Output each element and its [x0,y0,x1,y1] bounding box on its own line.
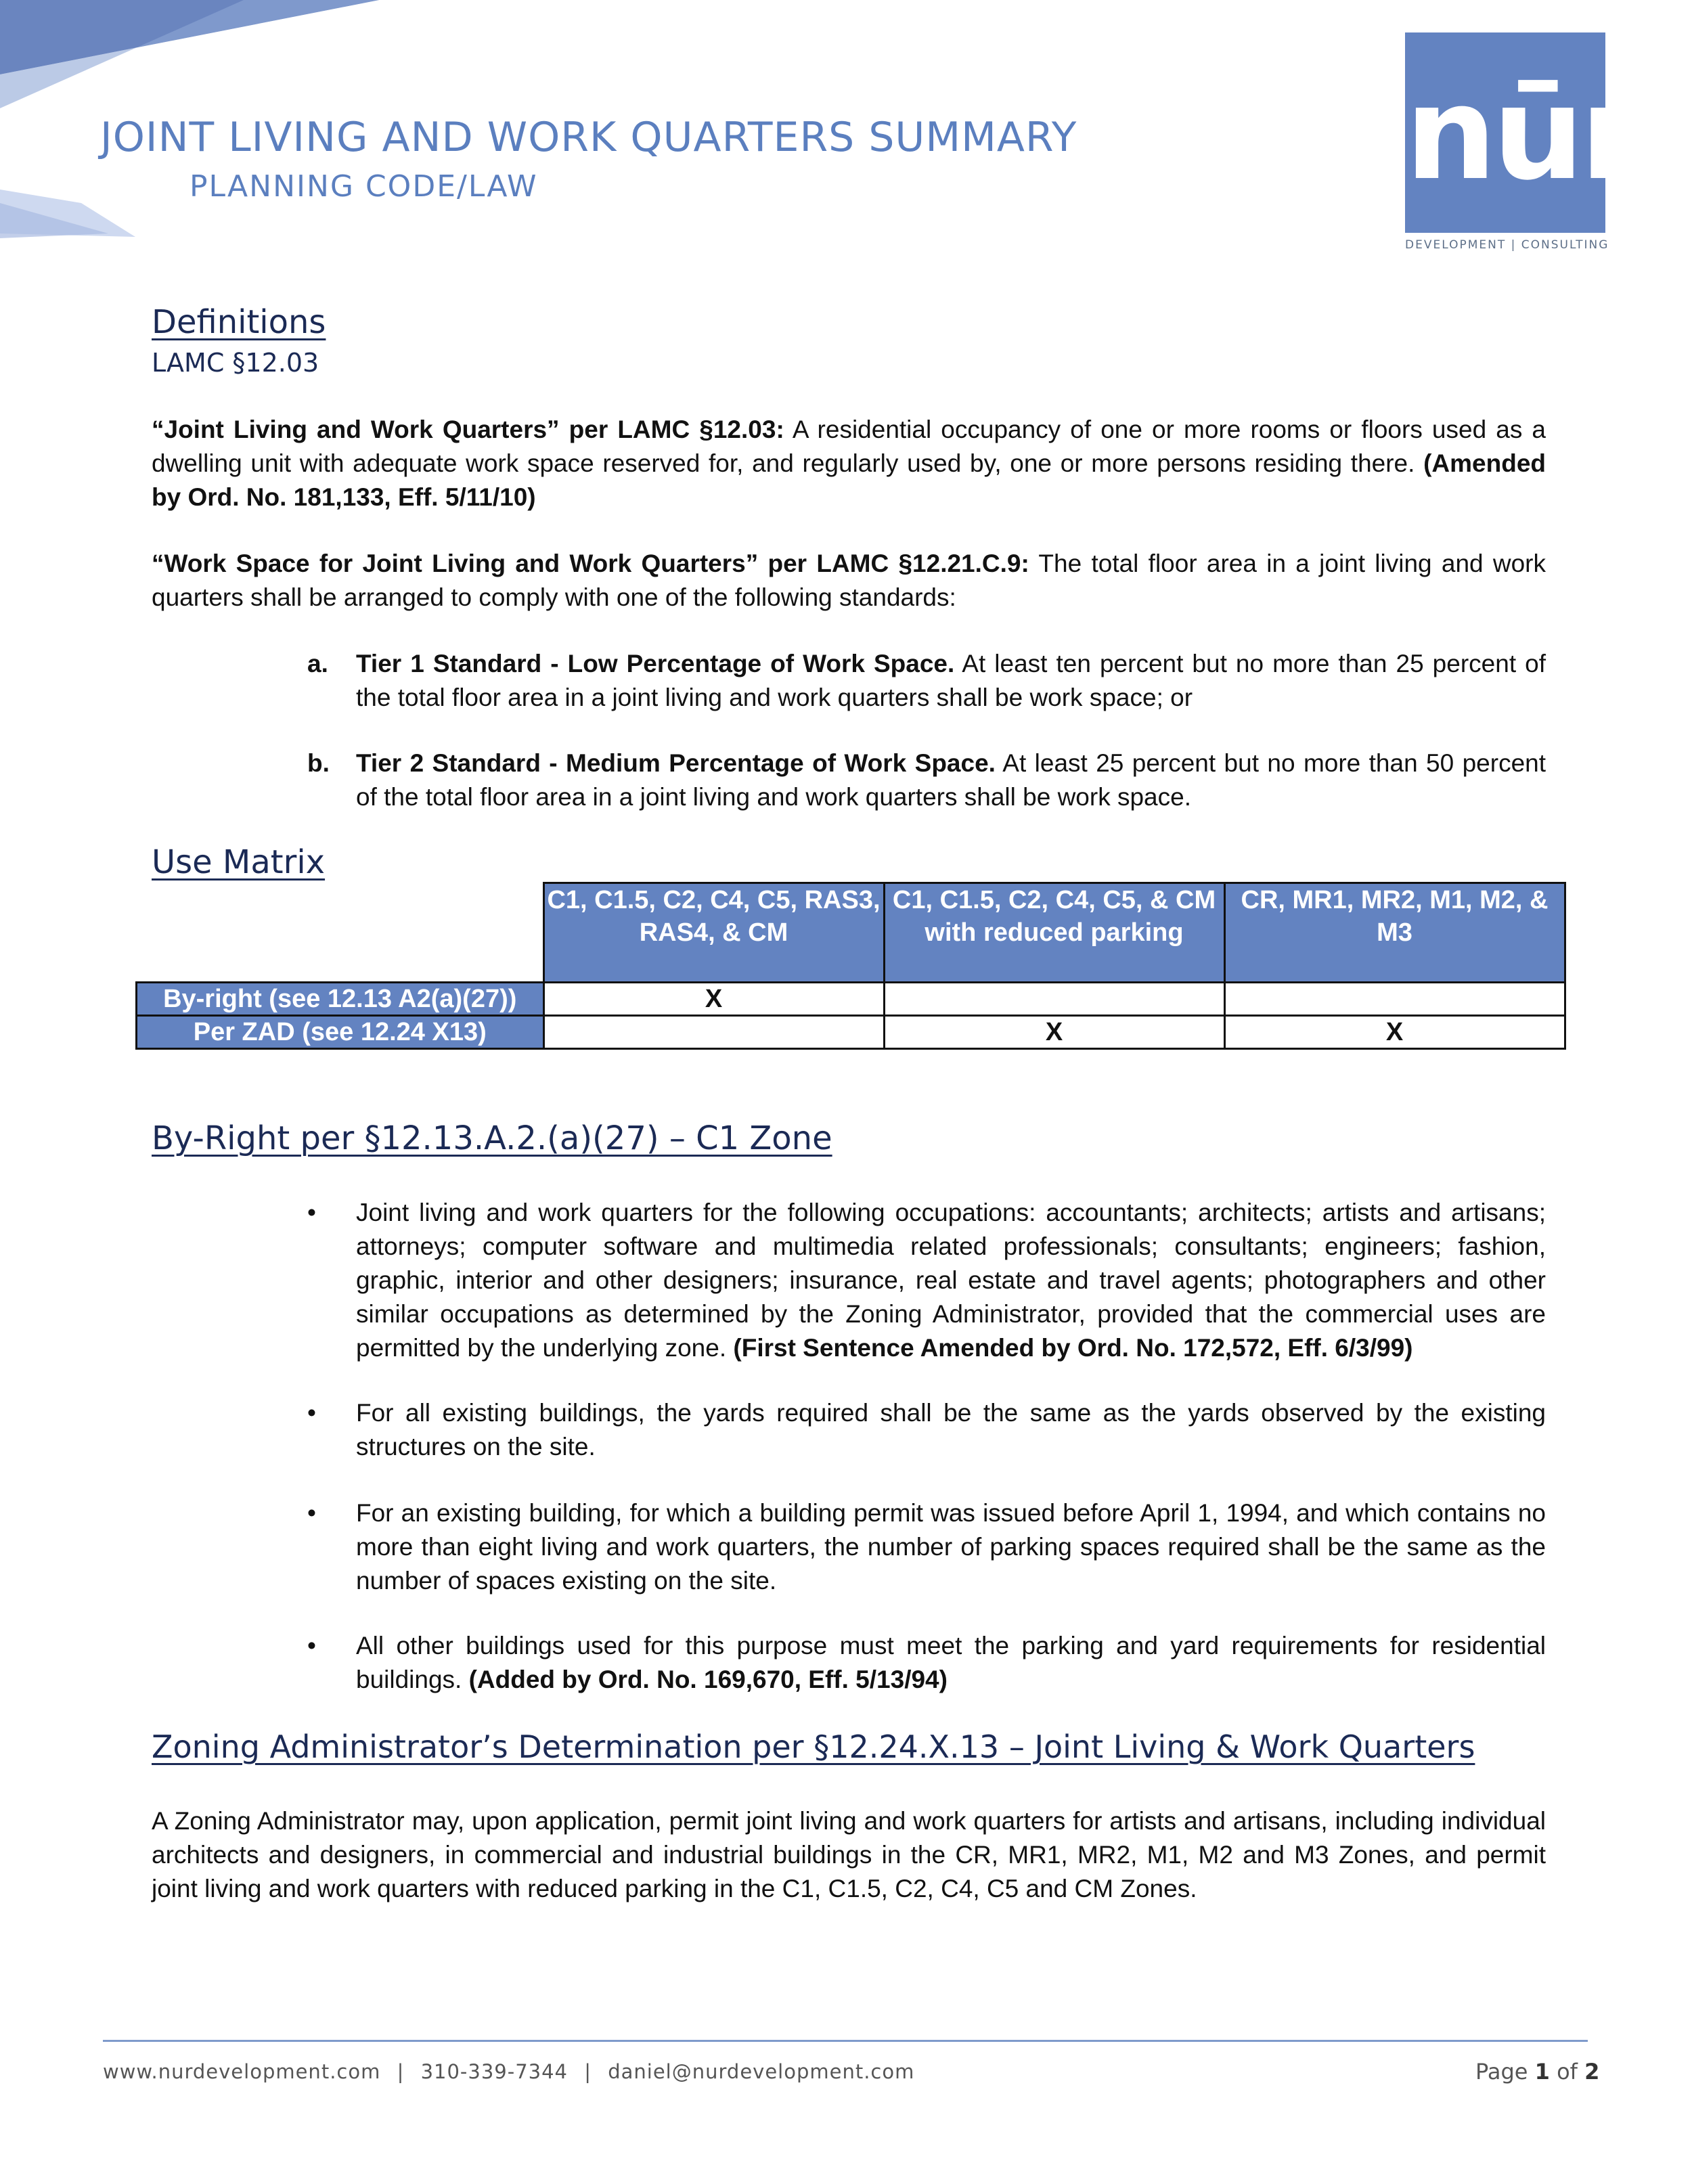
list-item-text: For all existing buildings, the yards required shall be the same as the yards observed by the existing structures on the site. [356,1399,1546,1461]
list-item [356,1629,1546,1697]
list-item-text: For an existing building, for which a building permit was issued before April 1, 1994, and which contains no more than eight living and work quarters, the number of parking spaces required shall be the same as the number of spaces existing on the site. [356,1499,1546,1595]
definition-text: The total floor area in a joint living and work quarters shall be arranged to comply with one of the following standards: [152,550,1546,611]
page-of: of [1549,2059,1585,2085]
table-cell: X [884,1016,1224,1049]
footer-separator: | [584,2060,592,2083]
list-item-label: b. [307,749,330,777]
column-header: CR, MR1, MR2, M1, M2, & M3 [1224,883,1565,983]
footer-website[interactable]: www.nurdevelopment.com [103,2060,381,2083]
list-item [356,746,1546,814]
logo-tagline: DEVELOPMENT | CONSULTING [1405,238,1609,252]
list-item-text: Joint living and work quarters for the following occupations: accountants; architects; artists and artisans; attorneys; computer software and multimedia related professionals; consultants; engineers; fashion, graphic, interior and other designers; insurance, real estate and travel agents; photographers and other similar occupations as determined by the Zoning Administrator, provided that the commercial uses are permitted by the underlying zone. [356,1199,1546,1362]
page-prefix: Page [1475,2059,1535,2085]
table-cell: X [1224,1016,1565,1049]
document-title: JOINT LIVING AND WORK QUARTERS SUMMARY [100,114,1077,161]
definitions-heading: Definitions [152,303,326,341]
table-cell [543,1016,884,1049]
list-item-text: At least 25 percent but no more than 50 percent of the total floor area in a joint living and work quarters shall be work space. [356,749,1546,811]
footer-separator: | [397,2060,405,2083]
logo-text: nūr [1405,59,1640,208]
table-cell [1224,983,1565,1016]
list-item-title: Tier 2 Standard - Medium Percentage of Work Space. [356,749,996,777]
list-item-label: a. [307,650,328,677]
table-row [137,983,1565,1016]
definition-term: “Joint Living and Work Quarters” per LAMC §12.03: [152,416,784,443]
row-header: Per ZAD (see 12.24 X13) [137,1016,544,1049]
list-item-amendment: (First Sentence Amended by Ord. No. 172,572, Eff. 6/3/99) [733,1334,1413,1362]
document-subtitle: PLANNING CODE/LAW [190,169,538,204]
list-item-amendment: (Added by Ord. No. 169,670, Eff. 5/13/94) [468,1666,948,1693]
footer-contact [103,2060,914,2083]
footer-phone: 310-339-7344 [420,2060,568,2083]
column-header: C1, C1.5, C2, C4, C5, RAS3, RAS4, & CM [543,883,884,983]
column-header: C1, C1.5, C2, C4, C5, & CM with reduced parking [884,883,1224,983]
by-right-heading: By-Right per §12.13.A.2.(a)(27) – C1 Zone [152,1119,832,1157]
zad-heading: Zoning Administrator’s Determination per §12.24.X.13 – Joint Living & Work Quarters [152,1729,1475,1765]
use-matrix-table [135,882,1566,1050]
definition-amendment: (Amended by Ord. No. 181,133, Eff. 5/11/10) [152,449,1546,511]
bullet-icon: • [307,1199,316,1226]
list-item-text: At least ten percent but no more than 25 percent of the total floor area in a joint living and work quarters shall be work space; or [356,650,1546,711]
list-item [356,647,1546,715]
page-total: 2 [1584,2059,1600,2085]
footer-email[interactable]: daniel@nurdevelopment.com [608,2060,915,2083]
definition-text: A residential occupancy of one or more rooms or floors used as a dwelling unit with adequate work space reserved for, and regularly used by, one or more persons residing there. [152,416,1546,477]
bullet-icon: • [307,1632,316,1659]
bullet-icon: • [307,1499,316,1527]
definitions-code: LAMC §12.03 [152,348,319,378]
table-header-row [137,883,1565,983]
definition-term: “Work Space for Joint Living and Work Quarters” per LAMC §12.21.C.9: [152,550,1029,577]
list-item-text: All other buildings used for this purpose must meet the parking and yard requirements for residential buildings. [356,1632,1546,1693]
table-cell [884,983,1224,1016]
footer-divider [103,2040,1588,2042]
definition-joint-living [152,413,1546,514]
list-item-title: Tier 1 Standard - Low Percentage of Work Space. [356,650,955,677]
zad-paragraph: A Zoning Administrator may, upon application, permit joint living and work quarters for artists and artisans, including individual architects and designers, in commercial and industrial buildings in the CR, MR1, MR2, M1, M2 and M3 Zones, and permit joint living and work quarters with reduced parking in the C1, C1.5, C2, C4, C5 and CM Zones. [152,1807,1546,1902]
list-item [356,1496,1546,1598]
table-row [137,1016,1565,1049]
company-logo [1405,32,1640,233]
page-number [1475,2059,1599,2085]
list-item [356,1196,1546,1365]
page-current: 1 [1534,2059,1550,2085]
table-corner-cell [137,883,544,983]
use-matrix-heading: Use Matrix [152,843,326,881]
table-cell: X [543,983,884,1016]
bullet-icon: • [307,1399,316,1427]
row-header: By-right (see 12.13 A2(a)(27)) [137,983,544,1016]
list-item [356,1396,1546,1464]
definition-work-space [152,547,1546,615]
